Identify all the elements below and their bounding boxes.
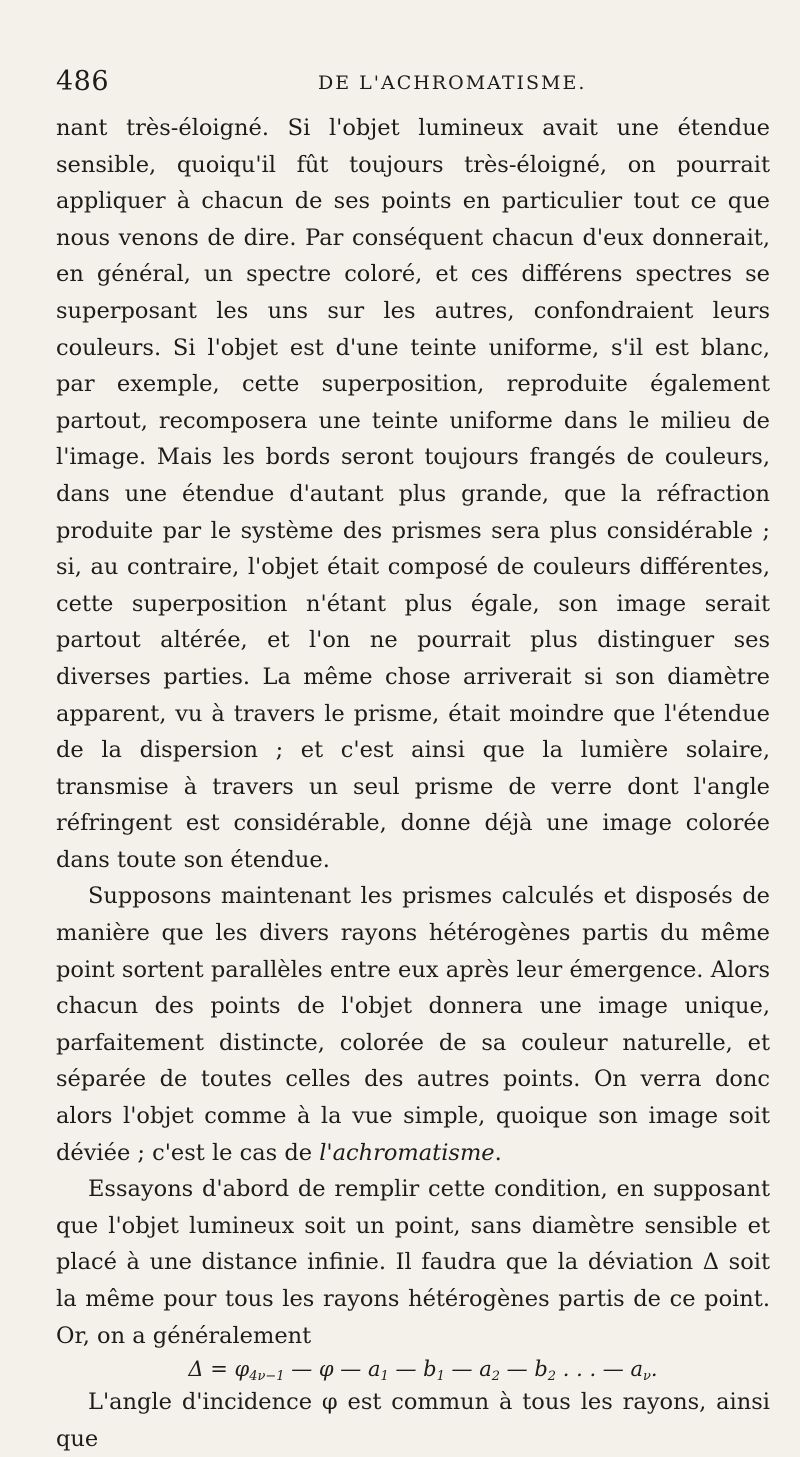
formula-lhs: Δ = φ: [188, 1357, 250, 1382]
formula-term: — b: [500, 1357, 548, 1382]
formula-term: — a: [444, 1357, 492, 1382]
formula-sub: 2: [491, 1369, 500, 1385]
paragraph-3: Essayons d'abord de remplir cette condition, en supposant que l'objet lumineux soit un point, sans diamètre sensible et placé à une distance infinie. Il faudra que la déviation Δ soit la même pour tous les rayons hétérogènes partis de ce point. Or, on a généralement: [56, 1176, 770, 1349]
paragraph-2-end: .: [494, 1139, 502, 1166]
body-text: [56, 110, 770, 1457]
formula-sub: 1: [380, 1369, 389, 1385]
formula-end: .: [650, 1357, 658, 1382]
formula-sub: 1: [436, 1369, 445, 1385]
paragraph-2-text: Supposons maintenant les prismes calculés et disposés de manière que les divers rayons hétérogènes partis du même point sortent parallèles entre eux après leur émergence. Alors chacun des points de l'objet donnera une image unique, parfaitement distincte, colorée de sa couleur naturelle, et séparée de toutes celles des autres points. On verra donc alors l'objet comme à la vue simple, quoique son image soit déviée ; c'est le cas de: [56, 883, 770, 1166]
formula-sub: ν: [643, 1369, 651, 1385]
formula-term: — φ — a: [284, 1357, 381, 1382]
formula-sub: 2: [547, 1369, 557, 1385]
deviation-formula: [76, 1354, 770, 1384]
paragraph-2: [56, 878, 770, 1171]
formula-term: — b: [388, 1357, 437, 1382]
paragraph-4: L'angle d'incidence φ est commun à tous les rayons, ainsi que: [56, 1389, 770, 1452]
formula-term: . . . — a: [556, 1357, 644, 1382]
term-achromatisme: l'achromatisme: [319, 1139, 495, 1166]
page-number: 486: [56, 66, 110, 97]
paragraph-1: nant très-éloigné. Si l'objet lumineux avait une étendue sensible, quoiqu'il fût toujours très-éloigné, on pourrait appliquer à chacun de ses points en particulier tout ce que nous venons de dire. Par conséquent chacun d'eux donnerait, en général, un spectre coloré, et ces différens spectres se superposant les uns sur les autres, confondraient leurs couleurs. Si l'objet est d'une teinte uniforme, s'il est blanc, par exemple, cette superposition, reproduite également partout, recomposera une teinte uniforme dans le milieu de l'image. Mais les bords seront toujours frangés de couleurs, dans une étendue d'autant plus grande, que la réfraction produite par le système des prismes sera plus considérable ; si, au contraire, l'objet était composé de couleurs différentes, cette superposition n'étant plus égale, son image serait partout altérée, et l'on ne pourrait plus distinguer ses diverses parties. La même chose arriverait si son diamètre apparent, vu à travers le prisme, était moindre que l'étendue de la dispersion ; et c'est ainsi que la lumière solaire, transmise à travers un seul prisme de verre dont l'angle réfringent est considérable, donne déjà une image colorée dans toute son étendue.: [56, 115, 770, 873]
running-title: DE L'ACHROMATISME.: [318, 72, 587, 94]
formula-sub: 4ν−1: [249, 1369, 285, 1385]
